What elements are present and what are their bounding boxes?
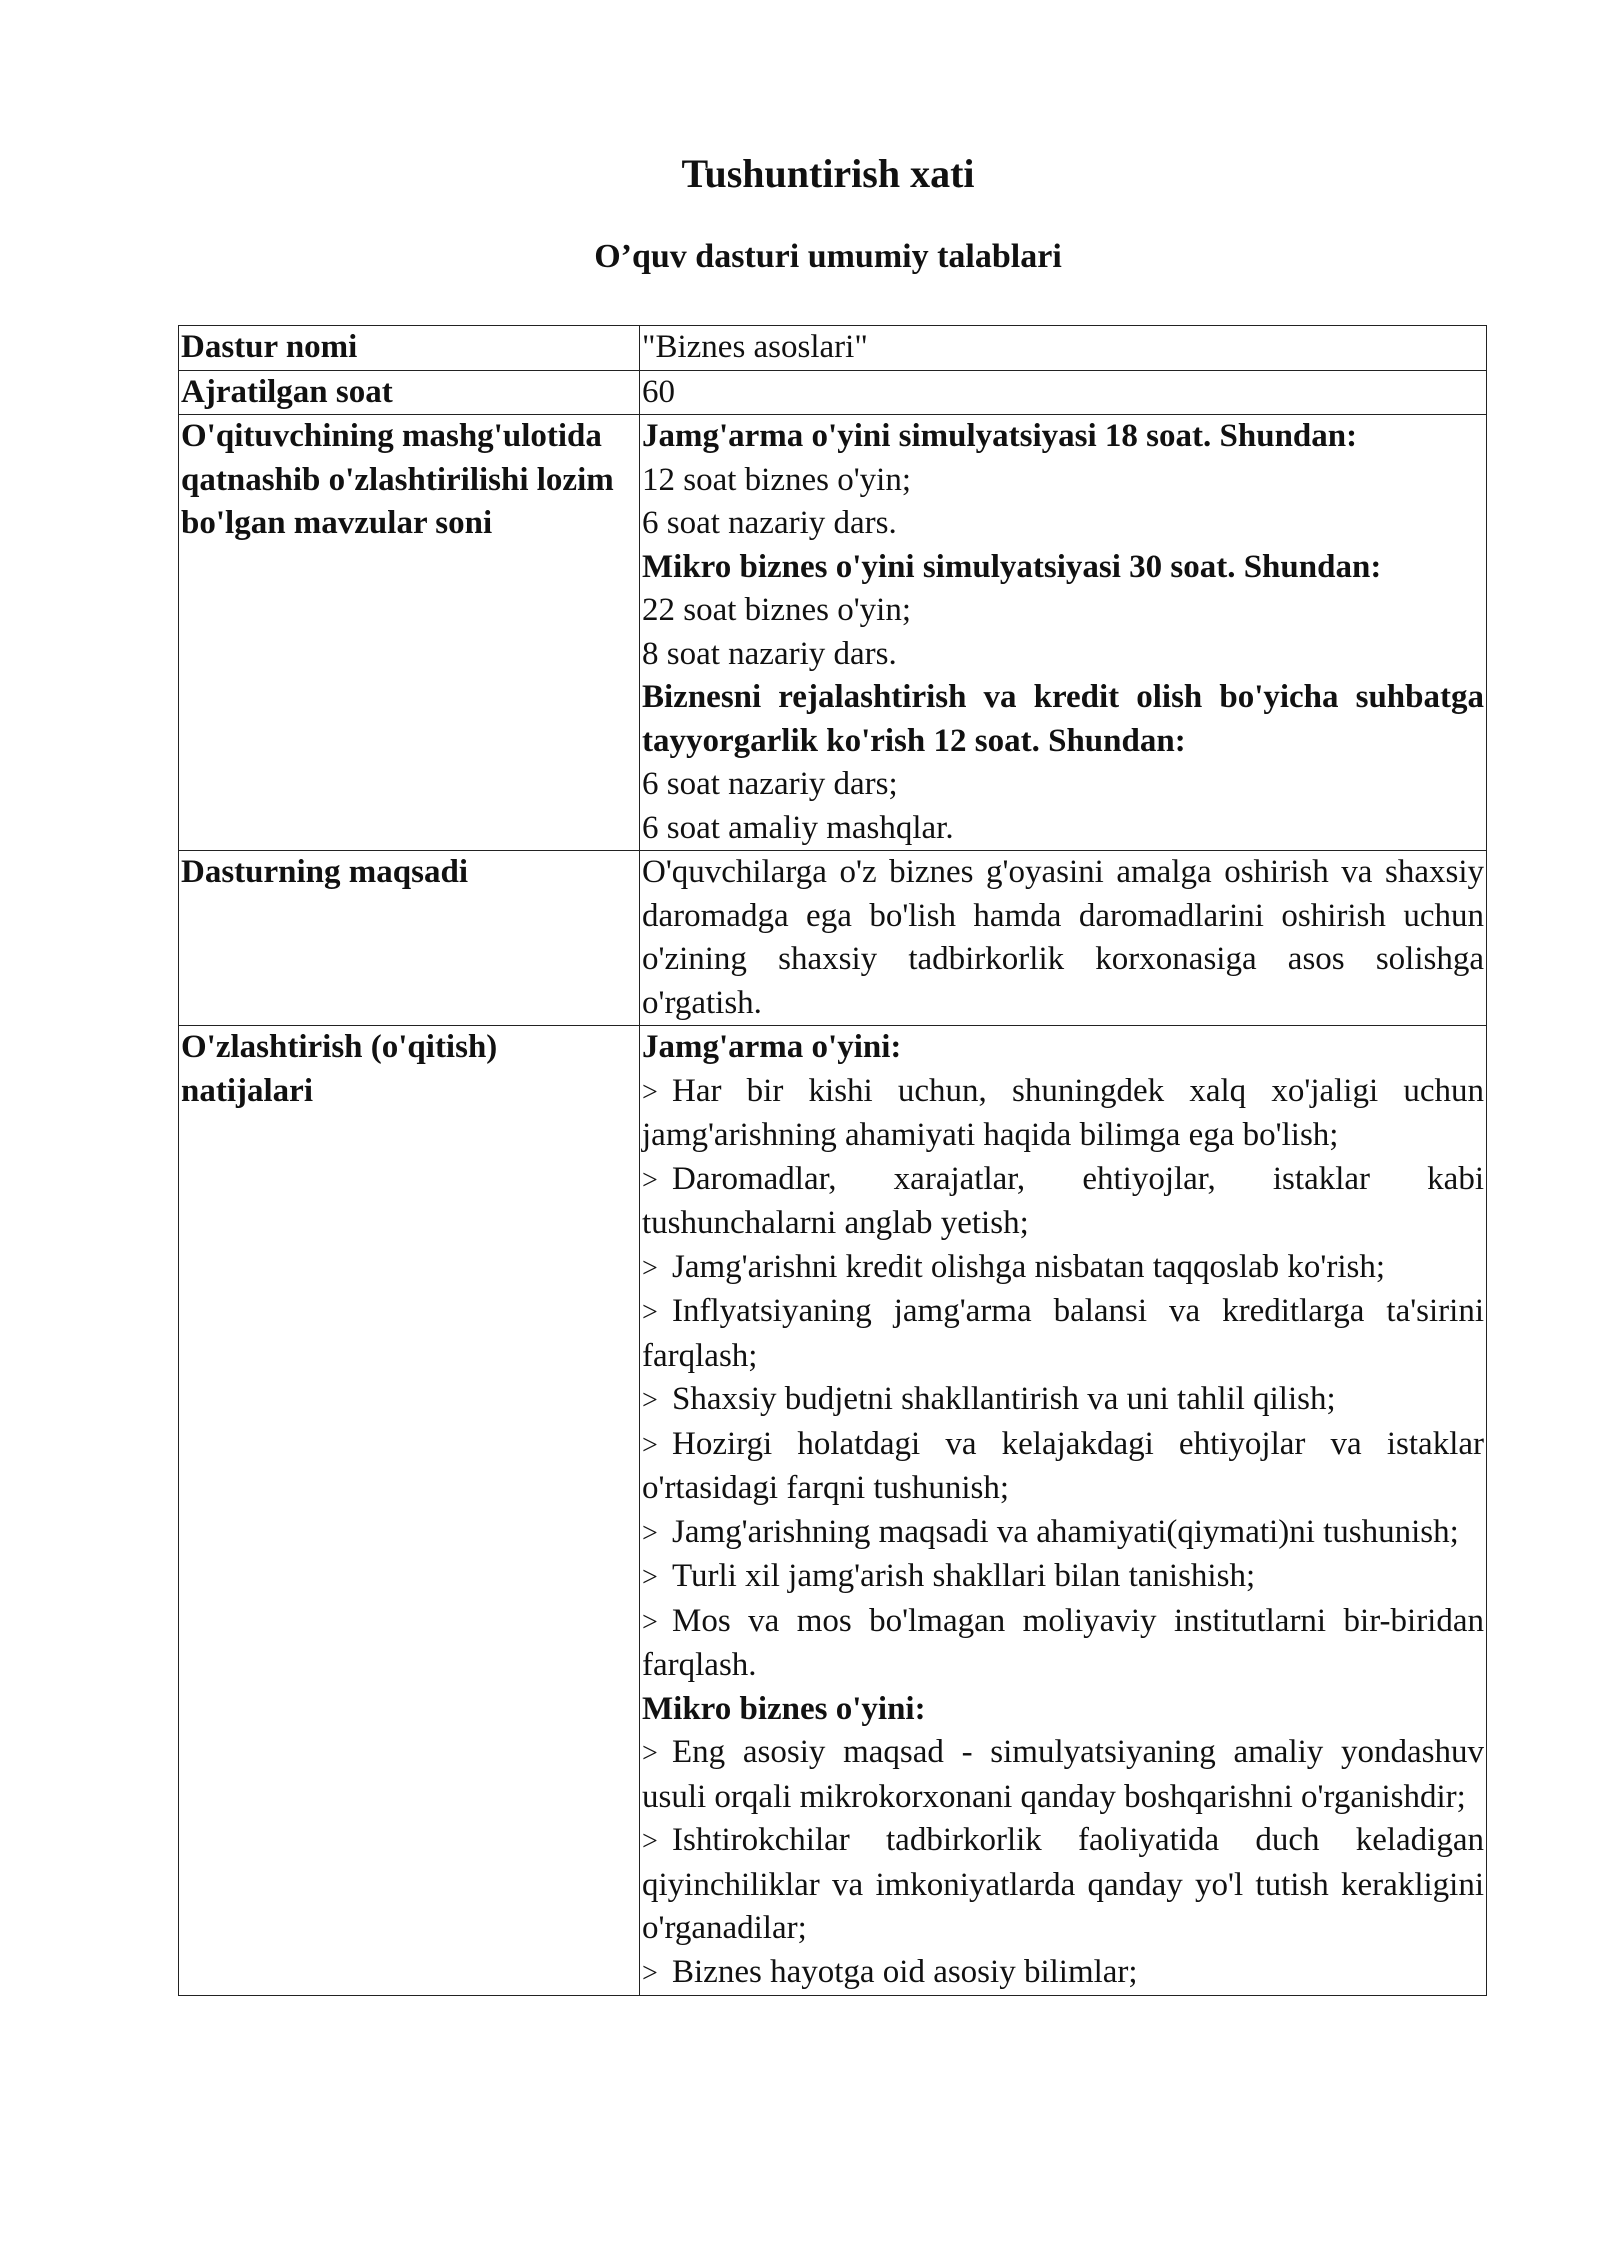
bullet-marker: >: [642, 1562, 658, 1593]
goal-label: Dasturning maqsadi: [179, 851, 640, 1026]
bullet-marker: >: [642, 1517, 658, 1549]
hours-value: 60: [640, 370, 1487, 415]
topics-value: [640, 415, 1487, 851]
list-item: [642, 1819, 1484, 1951]
list-item-text: Inflyatsiyaning jamg'arma balansi va kreditlarga ta'sirini farqlash;: [642, 1293, 1484, 1374]
bullet-marker: >: [642, 1297, 658, 1328]
document-title: Tushuntirish xati: [681, 151, 975, 196]
hours-label: Ajratilgan soat: [179, 370, 640, 415]
list-item: [642, 1290, 1484, 1378]
topics-heading: Biznesni rejalashtirish va kredit olish bo'yicha suhbatga tayyorgarlik ko'rish 12 soat. Shundan:: [642, 679, 1484, 759]
list-item: [642, 1600, 1484, 1688]
bullet-marker: >: [642, 1826, 658, 1857]
table-row-topics: [179, 415, 1487, 851]
list-item-text: Jamg'arishni kredit olishga nisbatan taqqoslab ko'rish;: [672, 1248, 1386, 1285]
program-name-value: "Biznes asoslari": [640, 326, 1487, 371]
topics-heading: Mikro biznes o'yini simulyatsiyasi 30 soat. Shundan:: [642, 548, 1382, 585]
results-heading: Jamg'arma o'yini:: [642, 1029, 902, 1065]
table-row-results: [179, 1026, 1487, 1996]
topics-line: 6 soat nazariy dars.: [642, 505, 897, 541]
topics-line: 8 soat nazariy dars.: [642, 635, 897, 672]
list-item: [642, 1246, 1484, 1291]
program-name-label: Dastur nomi: [179, 326, 640, 371]
topics-heading: Jamg'arma o'yini simulyatsiyasi 18 soat. Shundan:: [642, 418, 1358, 454]
document-subtitle: O’quv dasturi umumiy talablari: [594, 238, 1062, 275]
list-item-text: Har bir kishi uchun, shuningdek xalq xo'jaligi uchun jamg'arishning ahamiyati haqida bilimga ega bo'lish;: [642, 1072, 1484, 1153]
table-row-goal: [179, 851, 1487, 1026]
requirements-table: [178, 325, 1487, 1996]
list-item-text: Ishtirokchilar tadbirkorlik faoliyatida duch keladigan qiyinchiliklar va imkoniyatlarda qanday yo'l tutish kerakligini o'rganadilar;: [642, 1822, 1484, 1946]
bullet-marker: >: [642, 1606, 658, 1638]
list-item: [642, 1555, 1484, 1600]
bullet-marker: >: [642, 1957, 658, 1989]
list-item: [642, 1951, 1484, 1996]
table-row-hours: [179, 370, 1487, 415]
results-value: [640, 1026, 1487, 1996]
topics-line: 12 soat biznes o'yin;: [642, 461, 911, 498]
topics-label: O'qituvchining mashg'ulotida qatnashib o'zlashtirilishi lozim bo'lgan mavzular soni: [179, 415, 640, 851]
results-heading: Mikro biznes o'yini:: [642, 1690, 926, 1727]
bullet-marker: >: [642, 1738, 658, 1769]
list-item: [642, 1070, 1484, 1158]
bullet-marker: >: [642, 1076, 658, 1108]
list-item: [642, 1511, 1484, 1556]
list-item: [642, 1423, 1484, 1511]
list-item-text: Shaxsiy budjetni shakllantirish va uni tahlil qilish;: [672, 1381, 1336, 1417]
results-label: O'zlashtirish (o'qitish) natijalari: [179, 1026, 640, 1996]
list-item-text: Turli xil jamg'arish shakllari bilan tanishish;: [672, 1558, 1256, 1594]
goal-value: O'quvchilarga o'z biznes g'oyasini amalga oshirish va shaxsiy daromadga ega bo'lish hamda daromadlarini oshirish uchun o'zining shaxsiy tadbirkorlik korxonasiga asos solishga o'rgatish.: [640, 851, 1487, 1026]
list-item-text: Jamg'arishning maqsadi va ahamiyati(qiymati)ni tushunish;: [672, 1513, 1459, 1550]
topics-line: 22 soat biznes o'yin;: [642, 592, 911, 628]
list-item: [642, 1378, 1484, 1423]
bullet-marker: >: [642, 1429, 658, 1461]
bullet-marker: >: [642, 1252, 658, 1284]
list-item-text: Daromadlar, xarajatlar, ehtiyojlar, istaklar kabi tushunchalarni anglab yetish;: [642, 1160, 1484, 1241]
table-row-program-name: [179, 326, 1487, 371]
list-item-text: Hozirgi holatdagi va kelajakdagi ehtiyojlar va istaklar o'rtasidagi farqni tushunish;: [642, 1425, 1484, 1506]
bullet-marker: >: [642, 1164, 658, 1196]
list-item-text: Mos va mos bo'lmagan moliyaviy institutlarni bir-biridan farqlash.: [642, 1602, 1484, 1683]
topics-line: 6 soat amaliy mashqlar.: [642, 809, 954, 846]
topics-line: 6 soat nazariy dars;: [642, 766, 898, 802]
bullet-marker: >: [642, 1385, 658, 1416]
list-item-text: Biznes hayotga oid asosiy bilimlar;: [672, 1953, 1138, 1990]
list-item-text: Eng asosiy maqsad - simulyatsiyaning amaliy yondashuv usuli orqali mikrokorxonani qanday boshqarishni o'rganishdir;: [642, 1734, 1484, 1815]
list-item: [642, 1731, 1484, 1819]
list-item: [642, 1158, 1484, 1246]
